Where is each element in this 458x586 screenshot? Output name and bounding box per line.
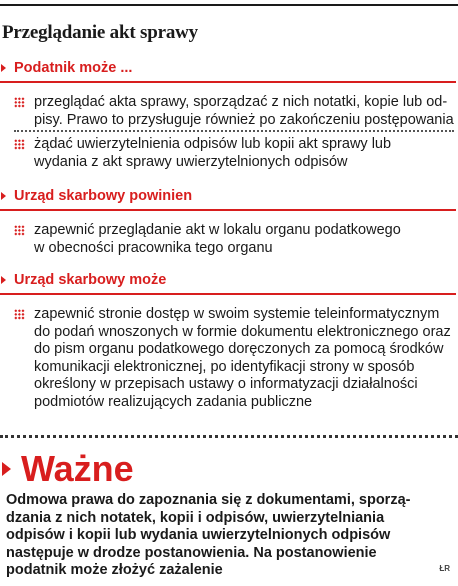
chevron-right-icon: [2, 462, 11, 476]
list-item: [14, 136, 454, 171]
dot-grid-bullet-icon: [14, 225, 25, 236]
item-line: zapewnić stronie dostęp w swoim systemie teleinformatycznym: [34, 306, 440, 322]
list-item: [14, 222, 454, 257]
page-title: Przeglądanie akt sprawy: [2, 22, 198, 43]
item-line: w obecności pracownika tego organu: [34, 239, 273, 256]
item-line: przeglądać akta sprawy, sporządzać z nich notatki, kopie lub od-: [34, 94, 448, 110]
item-separator: [14, 130, 454, 132]
dot-grid-bullet-icon: [14, 309, 25, 320]
dot-grid-bullet-icon: [14, 97, 25, 108]
item-line: określony w przepisach ustawy o informatyzacji działalności: [34, 376, 418, 392]
note-title: Ważne: [21, 448, 134, 489]
note-line: następuje w drodze postanowienia. Na postanowienie: [6, 544, 377, 561]
author-credit: ŁR: [439, 564, 450, 573]
item-line: do podań wnoszonych w formie dokumentu elektronicznego oraz: [34, 323, 451, 340]
item-line: pisy. Prawo to przysługuje również po zakończeniu postępowania: [34, 111, 454, 128]
note-line: odpisów i kopii lub wydania uwierzytelnionych odpisów: [6, 527, 391, 543]
section-heading: Podatnik może ...: [14, 60, 133, 76]
list-item: [14, 94, 454, 129]
section-heading: Urząd skarbowy powinien: [14, 188, 193, 204]
note-body: [6, 492, 444, 580]
note-line: podatnik może złożyć zażalenie: [6, 562, 223, 578]
dot-grid-bullet-icon: [14, 139, 25, 150]
item-line: podmiotów realizujących zadania publiczne: [34, 393, 313, 410]
item-line: żądać uwierzytelnienia odpisów lub kopii akt sprawy lub: [34, 136, 392, 152]
chevron-right-icon: [1, 276, 6, 284]
section-rule: [0, 81, 456, 83]
section-heading: Urząd skarbowy może: [14, 272, 167, 288]
note-line: dzania z nich notatek, kopii i odpisów, uwierzytelniania: [6, 509, 385, 526]
note-separator: [0, 435, 458, 438]
section-rule: [0, 209, 456, 211]
item-line: do pism organu podatkowego doręczonych za pomocą środków: [34, 341, 444, 357]
section-rule: [0, 293, 456, 295]
note-line: Odmowa prawa do zapoznania się z dokumentami, sporzą-: [6, 492, 411, 508]
note-heading: [2, 449, 134, 489]
item-line: komunikacji elektronicznej, po identyfikacji strony w sposób: [34, 358, 415, 375]
chevron-right-icon: [1, 192, 6, 200]
top-rule: [0, 4, 458, 6]
item-line: zapewnić przeglądanie akt w lokalu organu podatkowego: [34, 222, 401, 238]
item-line: wydania z akt sprawy uwierzytelnionych odpisów: [34, 153, 348, 170]
list-item: [14, 306, 454, 411]
chevron-right-icon: [1, 64, 6, 72]
